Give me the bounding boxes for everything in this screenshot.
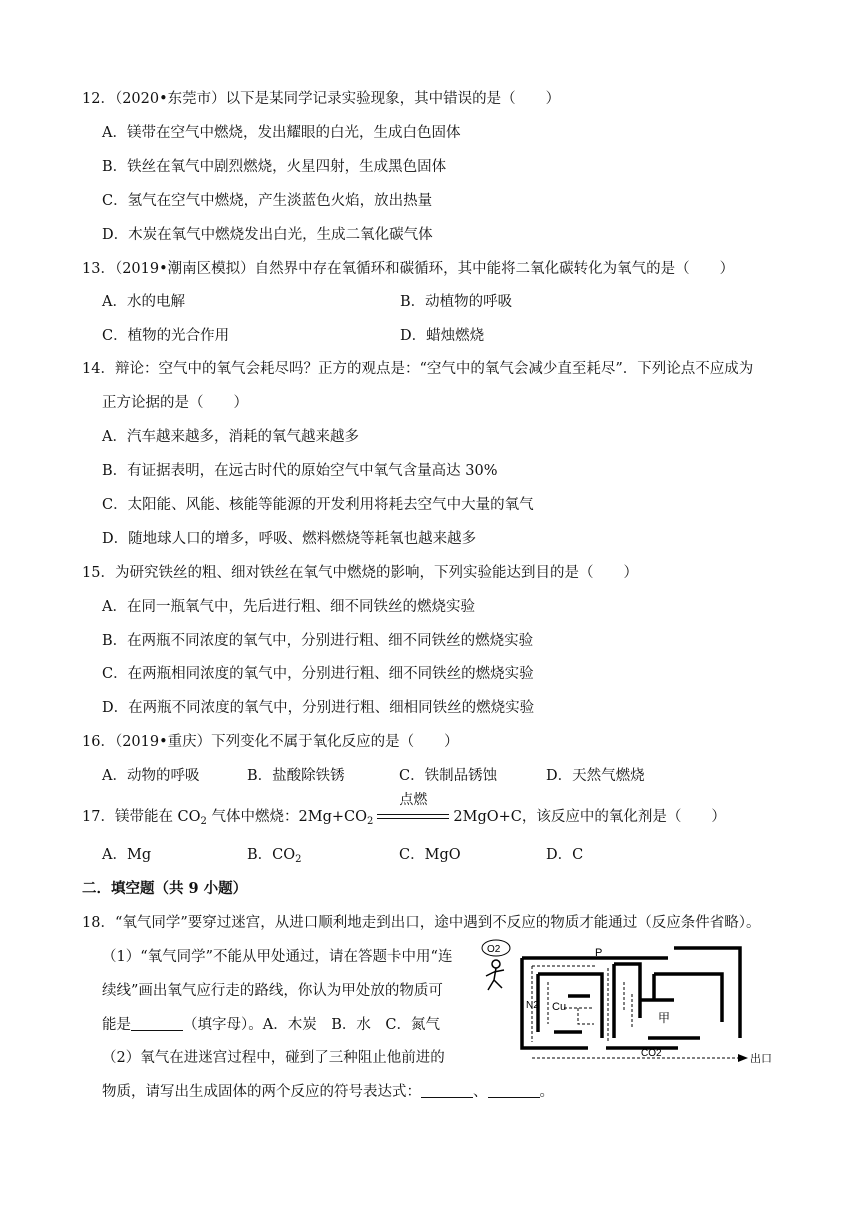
q18-part2-line1: （2）氧气在进迷宫过程中，碰到了三种阻止他前进的 bbox=[102, 1050, 445, 1066]
q13-option-b: B．动植物的呼吸 bbox=[400, 294, 513, 310]
q16-stem: 16．（2019•重庆）下列变化不属于氧化反应的是（ ） bbox=[82, 734, 459, 750]
answer-blank bbox=[421, 1083, 473, 1098]
q12-option-b: B．铁丝在氧气中剧烈燃烧，火星四射，生成黑色固体 bbox=[102, 159, 447, 175]
q12-option-d: D．木炭在氧气中燃烧发出白光，生成二氧化碳气体 bbox=[102, 227, 433, 243]
q17-option-d: D．C bbox=[546, 847, 584, 863]
q13-option-a: A．水的电解 bbox=[102, 294, 185, 310]
condition-label: 点燃 bbox=[399, 792, 428, 808]
q18-stem: 18．“氧气同学”要穿过迷宫，从进口顺利地走到出口，途中遇到不反应的物质才能通过（反应条件省略）。 bbox=[82, 915, 761, 931]
jia-label: 甲 bbox=[658, 1011, 671, 1025]
q17-stem: 17．镁带能在 $CO_2$ 气体中燃烧：$2Mg+CO_2$ 点燃 2MgO+C，该反应中的氧化剂是（ ） bbox=[82, 792, 726, 827]
section-heading: 二．填空题（共 9 小题） bbox=[82, 880, 248, 897]
q18-part1-line2: 续线”画出氧气应行走的路线，你认为甲处放的物质可 bbox=[102, 983, 443, 999]
q14-option-a: A．汽车越来越多，消耗的氧气越来越多 bbox=[102, 429, 359, 445]
q15-option-a: A．在同一瓶氧气中，先后进行粗、细不同铁丝的燃烧实验 bbox=[102, 599, 475, 615]
q13-option-c: C．植物的光合作用 bbox=[102, 328, 230, 344]
co2-label: CO2 bbox=[641, 1048, 662, 1059]
answer-blank bbox=[488, 1083, 540, 1098]
q14-option-b: B．有证据表明，在远古时代的原始空气中氧气含量高达 30% bbox=[102, 463, 498, 479]
p-label: P bbox=[595, 947, 603, 959]
exit-arrowhead bbox=[738, 1054, 748, 1062]
double-line bbox=[377, 814, 449, 819]
q16-option-d: D．天然气燃烧 bbox=[546, 768, 645, 784]
runner-icon bbox=[486, 960, 504, 990]
q15-option-c: C．在两瓶相同浓度的氧气中，分别进行粗、细不同铁丝的燃烧实验 bbox=[102, 666, 534, 682]
q14-option-c: C．太阳能、风能、核能等能源的开发利用将耗去空气中大量的氧气 bbox=[102, 497, 534, 513]
q16-option-b: B．盐酸除铁锈 bbox=[247, 768, 345, 784]
q12-option-c: C．氢气在空气中燃烧，产生淡蓝色火焰，放出热量 bbox=[102, 193, 433, 209]
q12-option-a: A．镁带在空气中燃烧，发出耀眼的白光，生成白色固体 bbox=[102, 125, 461, 141]
q17-option-c: C．MgO bbox=[399, 847, 461, 863]
q12-stem: 12．（2020•东莞市）以下是某同学记录实验现象，其中错误的是（ ） bbox=[82, 91, 561, 107]
q15-stem: 15．为研究铁丝的粗、细对铁丝在氧气中燃烧的影响，下列实验能达到目的是（ ） bbox=[82, 565, 638, 581]
q17-option-b: B．$CO_2$ bbox=[247, 847, 302, 865]
q18-part1-line3: 能是 （填字母）。A．木炭 B．水 C．氮气 bbox=[102, 1017, 440, 1033]
maze-walls bbox=[522, 948, 740, 1048]
q14-stem-line2: 正方论据的是（ ） bbox=[102, 395, 248, 411]
q14-option-d: D．随地球人口的增多，呼吸、燃料燃烧等耗氧也越来越多 bbox=[102, 531, 477, 547]
q17-option-a: A．Mg bbox=[102, 847, 152, 863]
q16-option-c: C．铁制品锈蚀 bbox=[399, 768, 498, 784]
q18-part2-line2: 物质，请写出生成固体的两个反应的符号表达式： 、 。 bbox=[102, 1084, 554, 1100]
q13-option-d: D．蜡烛燃烧 bbox=[400, 328, 485, 344]
q16-option-a: A．动物的呼吸 bbox=[102, 768, 200, 784]
q15-option-b: B．在两瓶不同浓度的氧气中，分别进行粗、细不同铁丝的燃烧实验 bbox=[102, 633, 534, 649]
q18-part1-line1: （1）“氧气同学”不能从甲处通过，请在答题卡中用“连 bbox=[102, 949, 453, 965]
q15-option-d: D．在两瓶不同浓度的氧气中，分别进行粗、细相同铁丝的燃烧实验 bbox=[102, 700, 535, 716]
exit-label: 出口 bbox=[750, 1053, 772, 1065]
reaction-condition-arrow bbox=[373, 792, 453, 823]
q13-stem: 13．（2019•潮南区模拟）自然界中存在氧循环和碳循环，其中能将二氧化碳转化为氧气的是（ ） bbox=[82, 261, 735, 277]
maze-diagram bbox=[478, 938, 778, 1070]
cu-label: Cu bbox=[552, 1001, 567, 1013]
o2-label: O2 bbox=[487, 944, 501, 955]
answer-blank bbox=[131, 1016, 183, 1031]
n2-label: N2 bbox=[526, 1000, 539, 1011]
q14-stem-line1: 14．辩论：空气中的氧气会耗尽吗？正方的观点是：“空气中的氧气会减少直至耗尽”．下列论点不应成为 bbox=[82, 361, 754, 377]
